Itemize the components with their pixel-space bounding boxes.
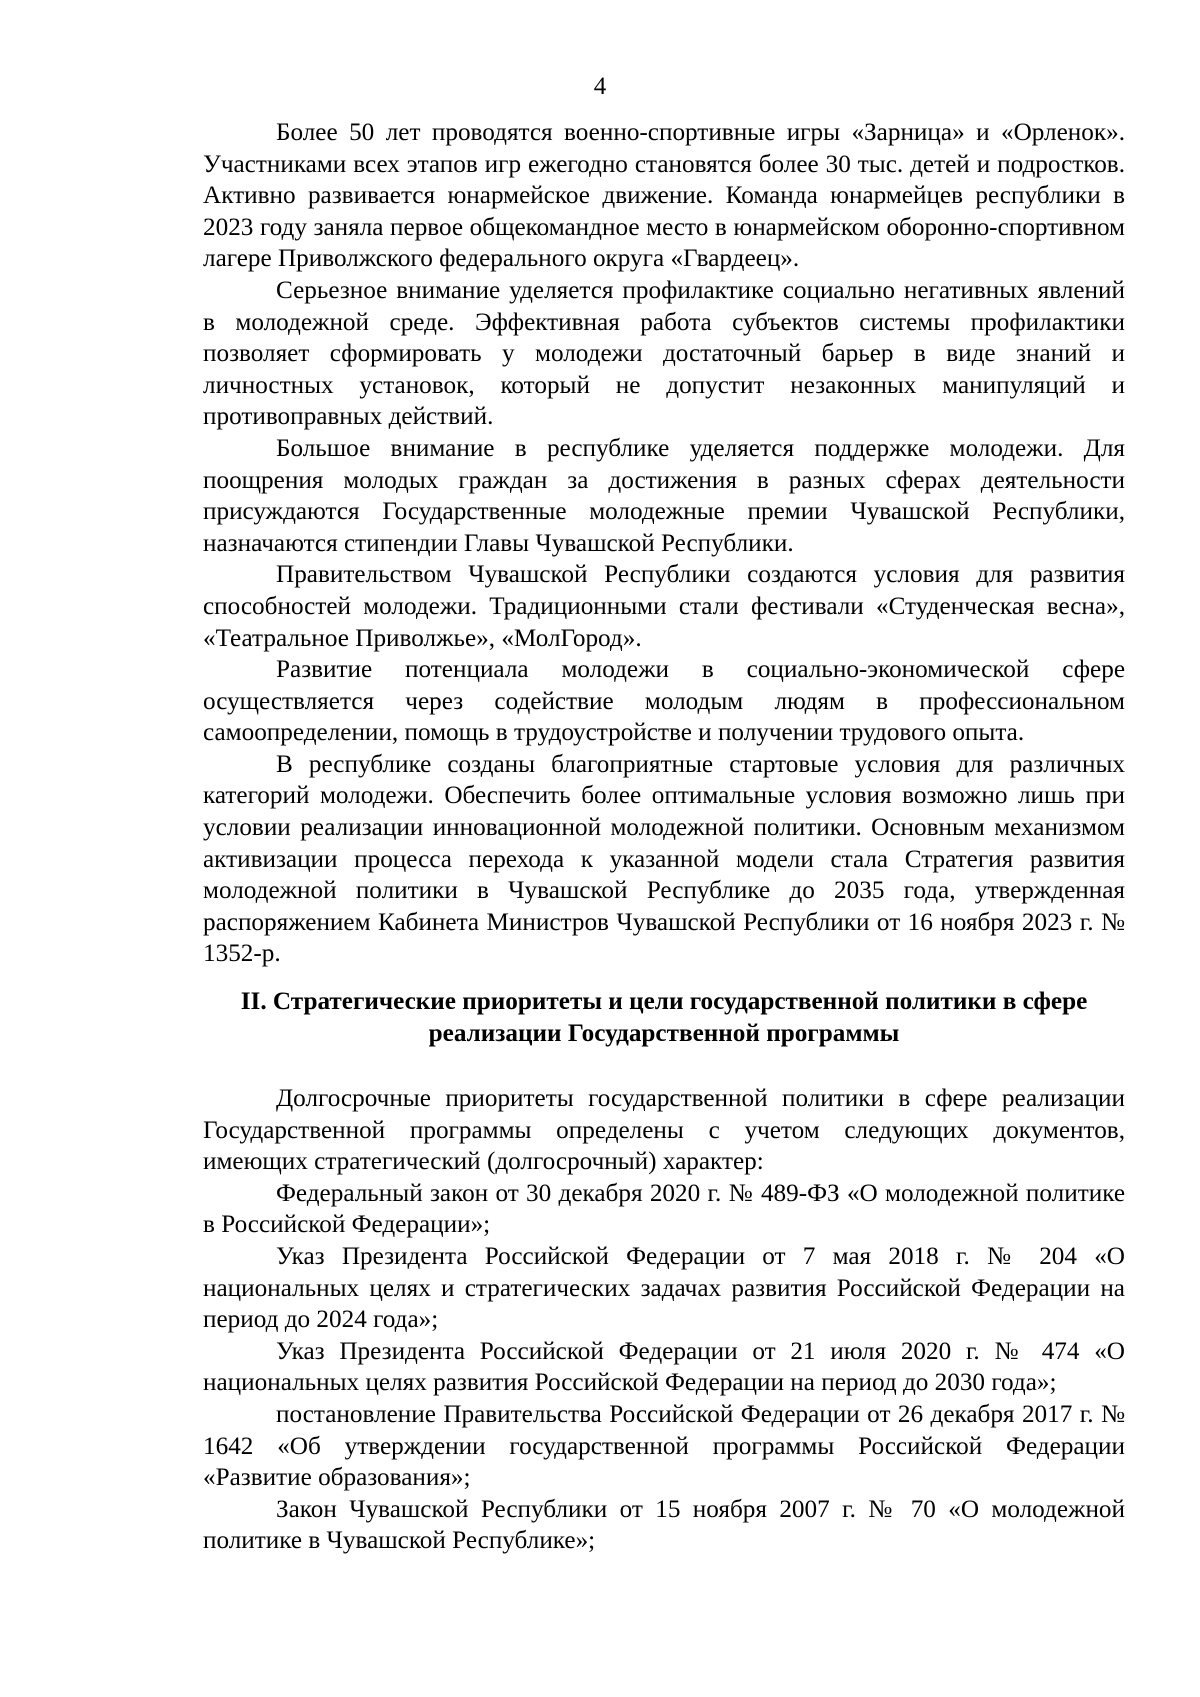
paragraph-prevention: Серьезное внимание уделяется профилактике социально негативных явлений в молодежной среде. Эффективная работа субъектов системы профилактики позволяет сформировать у молодежи достаточный барьер в виде знаний и личностных установок, который не допустит незаконных манипуляций и противоправных действий. [203, 276, 1125, 431]
paragraph-socio-economic: Развитие потенциала молодежи в социально-экономической сфере осуществляется через содействие молодым людям в профессиональном самоопределении, помощь в трудоустройстве и получении трудового опыта. [203, 656, 1125, 747]
section-1-body [203, 117, 1125, 970]
section-2-heading-line-2: реализации Государственной программы [428, 1020, 900, 1047]
page-number: 4 [593, 73, 607, 100]
paragraph-decree-2020: Указ Президента Российской Федерации от 21 июля 2020 г. № 474 «О национальных целях развития Российской Федерации на период до 2030 года»; [203, 1337, 1125, 1397]
paragraph-decree-2018: Указ Президента Российской Федерации от 7 мая 2018 г. № 204 «О национальных целях и стратегических задачах развития Российской Федерации на период до 2024 года»; [203, 1242, 1125, 1334]
section-2-heading [203, 986, 1125, 1050]
paragraph-priorities-intro: Долгосрочные приоритеты государственной политики в сфере реализации Государственной программы определены с учетом следующих документов, имеющих стратегический (долгосрочный) характер: [203, 1085, 1125, 1176]
paragraph-youth-support: Большое внимание в республике уделяется поддержке молодежи. Для поощрения молодых граждан за достижения в разных сферах деятельности присуждаются Государственные молодежные премии Чувашской Республики, назначаются стипендии Главы Чувашской Республики. [203, 434, 1125, 557]
paragraph-festivals: Правительством Чувашской Республики создаются условия для развития способностей молодежи. Традиционными стали фестивали «Студенческая весна», «Театральное Приволжье», «МолГород». [203, 561, 1125, 652]
paragraph-government-resolution: постановление Правительства Российской Федерации от 26 декабря 2017 г. № 1642 «Об утверждении государственной программы Российской Федерации «Развитие образования»; [203, 1400, 1125, 1492]
section-2-body [203, 1083, 1125, 1557]
paragraph-federal-law: Федеральный закон от 30 декабря 2020 г. № 489-ФЗ «О молодежной политике в Российской Федерации»; [203, 1179, 1125, 1239]
paragraph-strategy: В республике созданы благоприятные стартовые условия для различных категорий молодежи. Обеспечить более оптимальные условия возможно лишь при условии реализации инновационной молодежной политики. Основным механизмом активизации процесса перехода к указанной модели стала Стратегия развития молодежной политики в Чувашской Республике до 2035 года, утвержденная распоряжением Кабинета Министров Чувашской Республики от 16 ноября 2023 г. № 1352-р. [203, 750, 1125, 968]
paragraph-chuvash-law: Закон Чувашской Республики от 15 ноября 2007 г. № 70 «О молодежной политике в Чувашской Республике»; [203, 1495, 1125, 1555]
paragraph-zarnitsa: Более 50 лет проводятся военно-спортивные игры «Зарница» и «Орленок». Участниками всех этапов игр ежегодно становятся более 30 тыс. детей и подростков. Активно развивается юнармейское движение. Команда юнармейцев республики в 2023 году заняла первое общекомандное место в юнармейском оборонно-спортивном лагере Приволжского федерального округа «Гвардеец». [203, 119, 1125, 273]
section-2-heading-line-1: II. Стратегические приоритеты и цели государственной политики в сфере [240, 988, 1088, 1015]
